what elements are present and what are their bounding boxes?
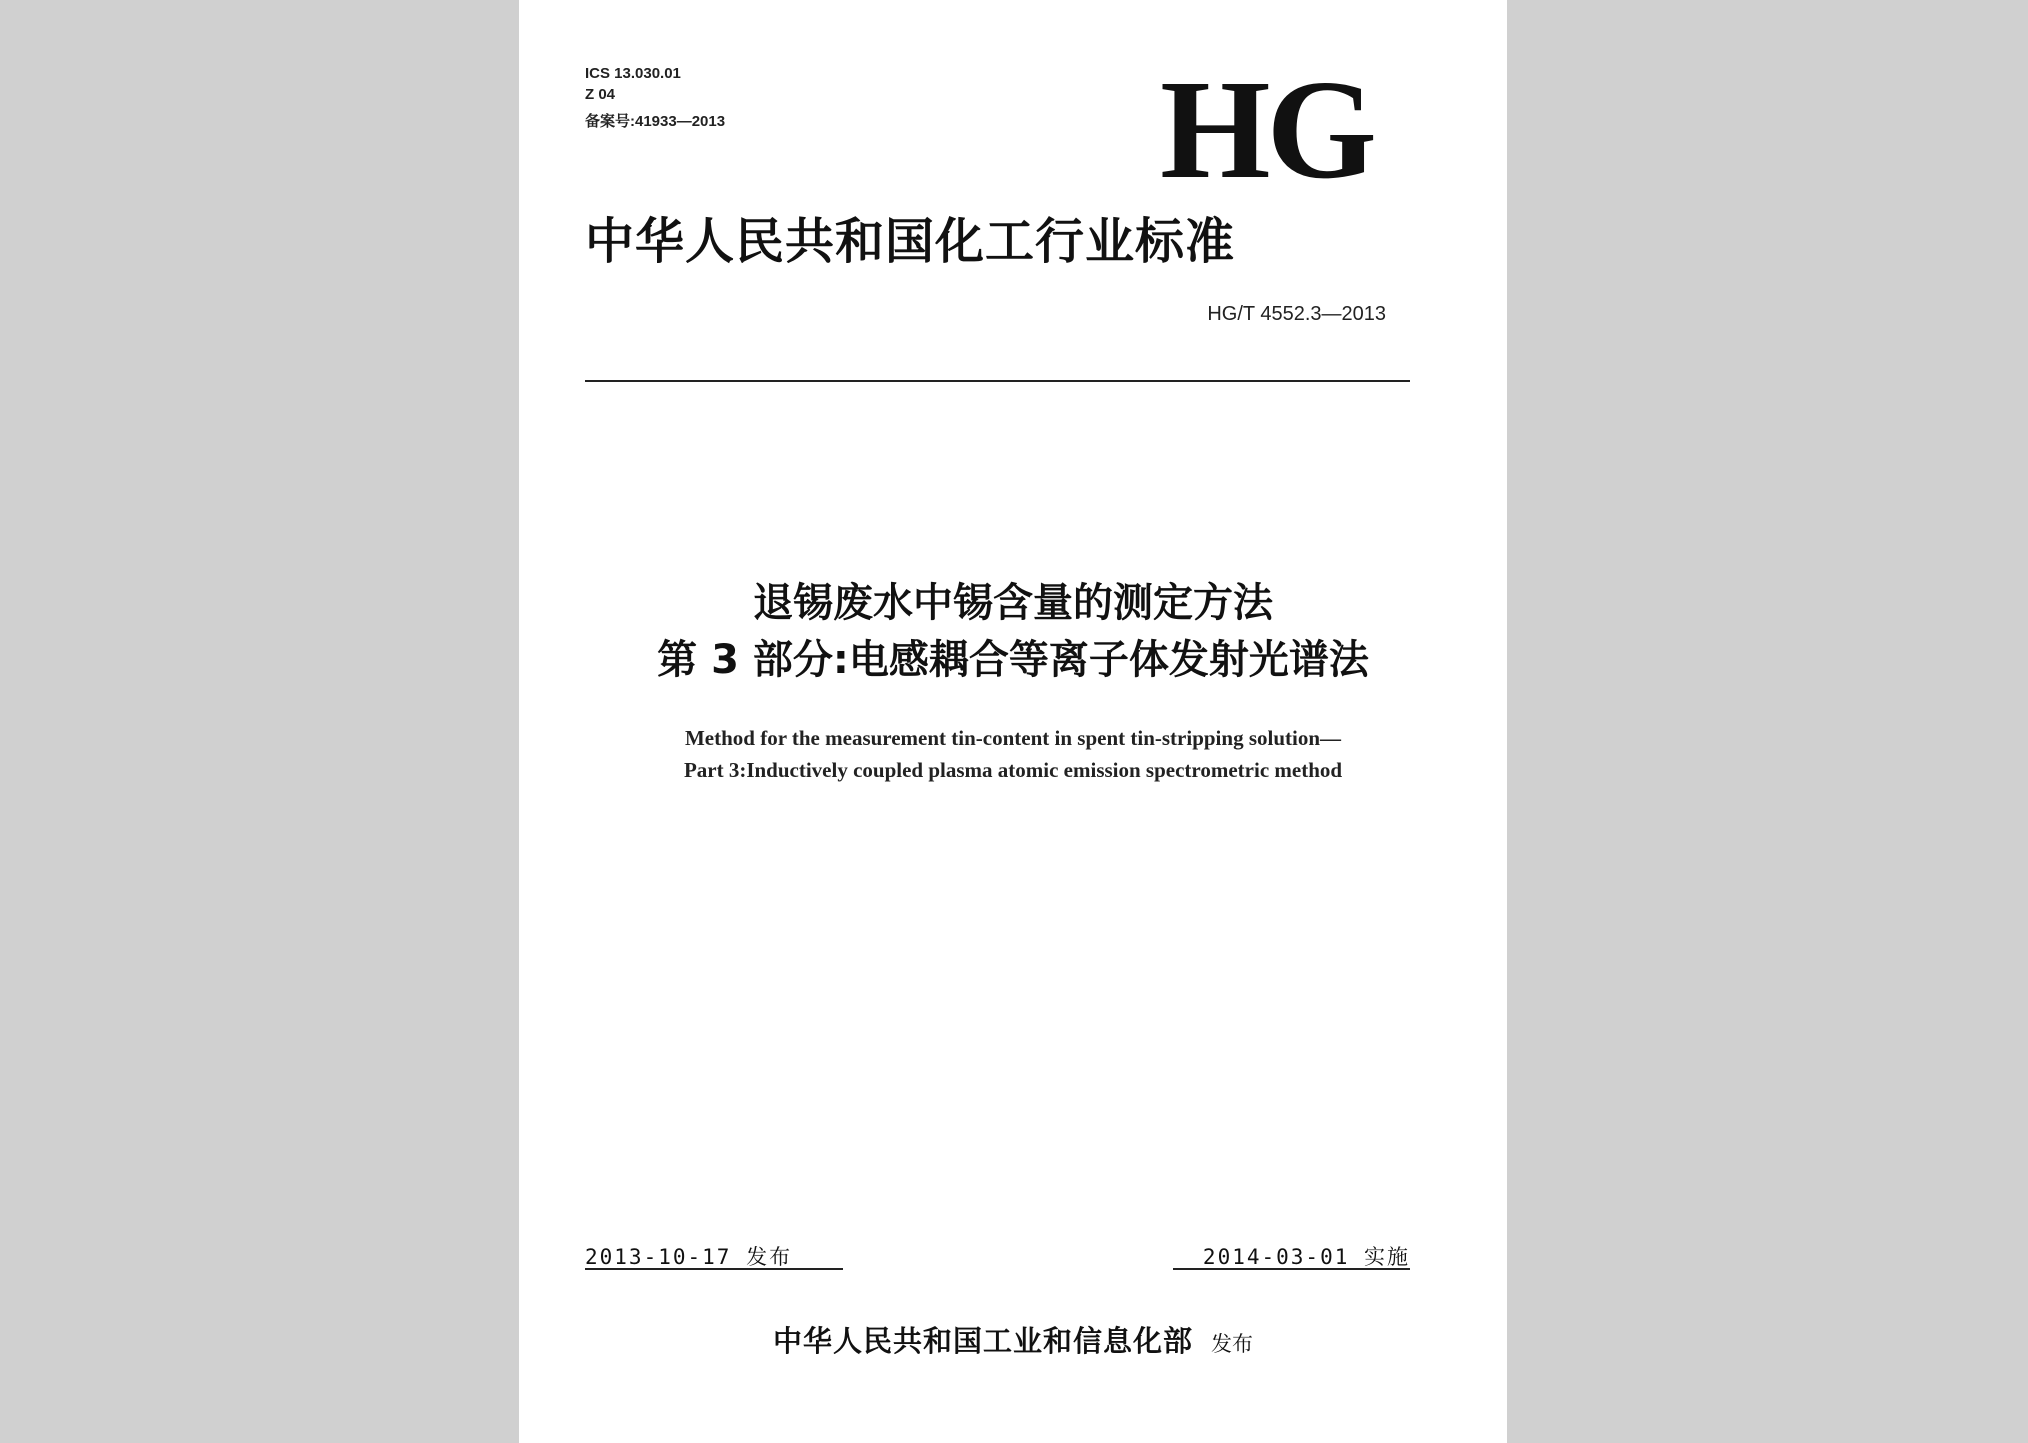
hg-logo: HG (1160, 50, 1373, 208)
classification-code: Z 04 (585, 86, 616, 103)
issue-date: 2013-10-17 发布 (585, 1245, 793, 1269)
implementation-date: 2014-03-01 实施 (1202, 1245, 1410, 1269)
title-en-line1: Method for the measurement tin-content in spent tin-stripping solution— (684, 726, 1342, 750)
title-cn-line1: 退锡废水中锡含量的测定方法 (753, 580, 1273, 626)
publisher-name: 中华人民共和国工业和信息化部 (772, 1324, 1193, 1358)
issue-date-underline (585, 1268, 843, 1270)
title-cn-line2: 第 3 部分:电感耦合等离子体发射光谱法 (657, 637, 1369, 683)
standard-category-title: 中华人民共和国化工行业标准 (585, 213, 1236, 270)
publisher-line (519, 1319, 1507, 1360)
header-divider (585, 380, 1410, 382)
standard-code: HG/T 4552.3—2013 (1207, 303, 1386, 325)
ics-code: ICS 13.030.01 (585, 65, 681, 82)
title-en-line2: Part 3:Inductively coupled plasma atomic emission spectrometric method (683, 758, 1343, 782)
document-page (519, 0, 1507, 1443)
implementation-date-underline (1173, 1268, 1410, 1270)
publisher-suffix: 发布 (1211, 1332, 1253, 1356)
record-number: 备案号:41933—2013 (585, 113, 726, 130)
